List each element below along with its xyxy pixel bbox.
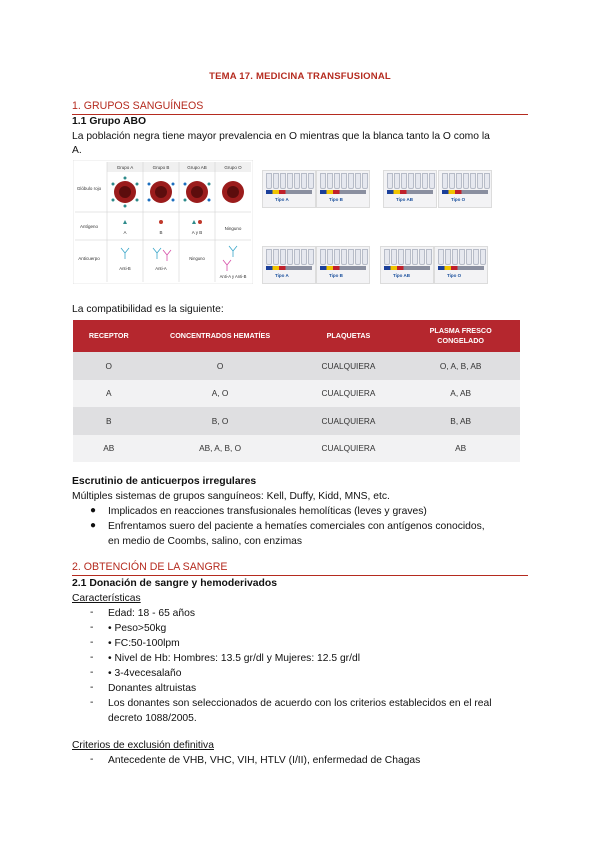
bullet-marker: ● bbox=[90, 505, 97, 516]
table-cell: A, O bbox=[145, 380, 296, 408]
exclusion-heading: Criterios de exclusión definitiva bbox=[72, 740, 214, 751]
gel-card-label: Tipo B bbox=[329, 197, 343, 202]
table-row bbox=[73, 352, 520, 380]
column-header: PLAQUETAS bbox=[296, 320, 402, 352]
table-cell: A bbox=[73, 380, 145, 408]
list-item: • Nivel de Hb: Hombres: 13.5 gr/dl y Mujeres: 12.5 gr/dl bbox=[108, 653, 360, 664]
table-cell: CUALQUIERA bbox=[296, 407, 402, 435]
table-row bbox=[73, 435, 520, 463]
gel-card-image bbox=[380, 246, 434, 284]
section-divider bbox=[72, 114, 528, 115]
gel-card-label: Tipo B bbox=[329, 273, 343, 278]
section-heading-2: 2. OBTENCIÓN DE LA SANGRE bbox=[72, 561, 228, 573]
compatibility-table bbox=[73, 320, 520, 462]
table-header-row bbox=[73, 320, 520, 352]
antibody-label: Ninguno bbox=[189, 256, 205, 261]
table-cell: AB bbox=[73, 435, 145, 463]
gel-card-label: Tipo O bbox=[447, 273, 462, 278]
col-header: Grupo O bbox=[224, 165, 242, 170]
list-item: • Peso>50kg bbox=[108, 623, 167, 634]
list-item: Edad: 18 - 65 años bbox=[108, 608, 196, 619]
list-item: • FC:50-100lpm bbox=[108, 638, 180, 649]
compatibility-intro: La compatibilidad es la siguiente: bbox=[72, 304, 224, 315]
section-heading-1: 1. GRUPOS SANGUÍNEOS bbox=[72, 100, 204, 112]
subsection-heading: 1.1 Grupo ABO bbox=[72, 116, 147, 127]
list-item: decreto 1088/2005. bbox=[108, 713, 197, 724]
column-header: CONCENTRADOS HEMATÍES bbox=[145, 320, 296, 352]
table-cell: B bbox=[73, 407, 145, 435]
antigen-label: Ninguno bbox=[224, 226, 242, 231]
col-header: Grupo B bbox=[152, 165, 170, 170]
table-cell: B, O bbox=[145, 407, 296, 435]
bullet-text: Implicados en reacciones transfusionales hemolíticas (leves y graves) bbox=[108, 506, 427, 517]
dash-marker: - bbox=[90, 667, 94, 678]
antigen-label: A y B bbox=[191, 230, 203, 235]
dash-marker: - bbox=[90, 607, 94, 618]
dash-marker: - bbox=[90, 754, 94, 765]
bullet-text: en medio de Coombs, salino, con enzimas bbox=[108, 536, 303, 547]
table-cell: CUALQUIERA bbox=[296, 352, 402, 380]
table-cell: B, AB bbox=[401, 407, 520, 435]
dash-marker: - bbox=[90, 697, 94, 708]
bullet-text: Enfrentamos suero del paciente a hematíes comerciales con antígenos conocidos, bbox=[108, 521, 485, 532]
antibody-label: Anti-A y Anti-B bbox=[219, 274, 247, 279]
gel-card-label: Tipo O bbox=[451, 197, 466, 202]
gel-card-label: Tipo AB bbox=[393, 273, 410, 278]
gel-card-image bbox=[316, 246, 370, 284]
characteristics-heading: Características bbox=[72, 593, 141, 604]
gel-card-label: Tipo A bbox=[275, 197, 289, 202]
col-header: Grupo A bbox=[116, 165, 134, 170]
list-item: Donantes altruistas bbox=[108, 683, 197, 694]
document-title: TEMA 17. MEDICINA TRANSFUSIONAL bbox=[209, 71, 391, 82]
antibody-label: Anti-A bbox=[155, 266, 167, 271]
screening-heading: Escrutinio de anticuerpos irregulares bbox=[72, 476, 257, 487]
paragraph-line: A. bbox=[72, 145, 82, 156]
list-item: Antecedente de VHB, VHC, VIH, HTLV (I/II), enfermedad de Chagas bbox=[108, 755, 421, 766]
gel-card-image bbox=[434, 246, 488, 284]
table-row bbox=[73, 407, 520, 435]
col-header: Grupo AB bbox=[187, 165, 207, 170]
gel-card-label: Tipo A bbox=[275, 273, 289, 278]
column-header: PLASMA FRESCO CONGELADO bbox=[401, 320, 520, 352]
dash-marker: - bbox=[90, 637, 94, 648]
screening-text: Múltiples sistemas de grupos sanguíneos: Kell, Duffy, Kidd, MNS, etc. bbox=[72, 491, 390, 502]
table-cell: O, A, B, AB bbox=[401, 352, 520, 380]
list-item: Los donantes son seleccionados de acuerdo con los criterios establecidos en el real bbox=[108, 698, 492, 709]
dash-marker: - bbox=[90, 622, 94, 633]
gel-card-image bbox=[316, 170, 370, 208]
column-header: RECEPTOR bbox=[73, 320, 145, 352]
table-cell: CUALQUIERA bbox=[296, 435, 402, 463]
gel-card-image bbox=[383, 170, 437, 208]
table-cell: AB, A, B, O bbox=[145, 435, 296, 463]
table-cell: O bbox=[145, 352, 296, 380]
gel-card-image bbox=[438, 170, 492, 208]
section-divider bbox=[72, 575, 528, 576]
bullet-marker: ● bbox=[90, 520, 97, 531]
dash-marker: - bbox=[90, 682, 94, 693]
gel-card-label: Tipo AB bbox=[396, 197, 413, 202]
paragraph-line: La población negra tiene mayor prevalencia en O mientras que la blanca tanto la O como la bbox=[72, 131, 490, 142]
table-cell: O bbox=[73, 352, 145, 380]
abo-diagram bbox=[73, 160, 253, 284]
table-row bbox=[73, 380, 520, 408]
row-label: Anticuerpo bbox=[78, 256, 100, 261]
antigen-label: B bbox=[159, 230, 163, 235]
gel-card-image bbox=[262, 170, 316, 208]
list-item: • 3-4vecesalaño bbox=[108, 668, 182, 679]
dash-marker: - bbox=[90, 652, 94, 663]
table-cell: A, AB bbox=[401, 380, 520, 408]
antigen-label: A bbox=[123, 230, 127, 235]
abo-blood-group-figure bbox=[73, 160, 253, 284]
table-cell: AB bbox=[401, 435, 520, 463]
row-label: Antígeno bbox=[79, 224, 99, 229]
table-cell: CUALQUIERA bbox=[296, 380, 402, 408]
row-label: Glóbulo rojo bbox=[76, 186, 102, 191]
subsection-heading: 2.1 Donación de sangre y hemoderivados bbox=[72, 578, 277, 589]
gel-card-image bbox=[262, 246, 316, 284]
antibody-label: Anti-B bbox=[119, 266, 131, 271]
